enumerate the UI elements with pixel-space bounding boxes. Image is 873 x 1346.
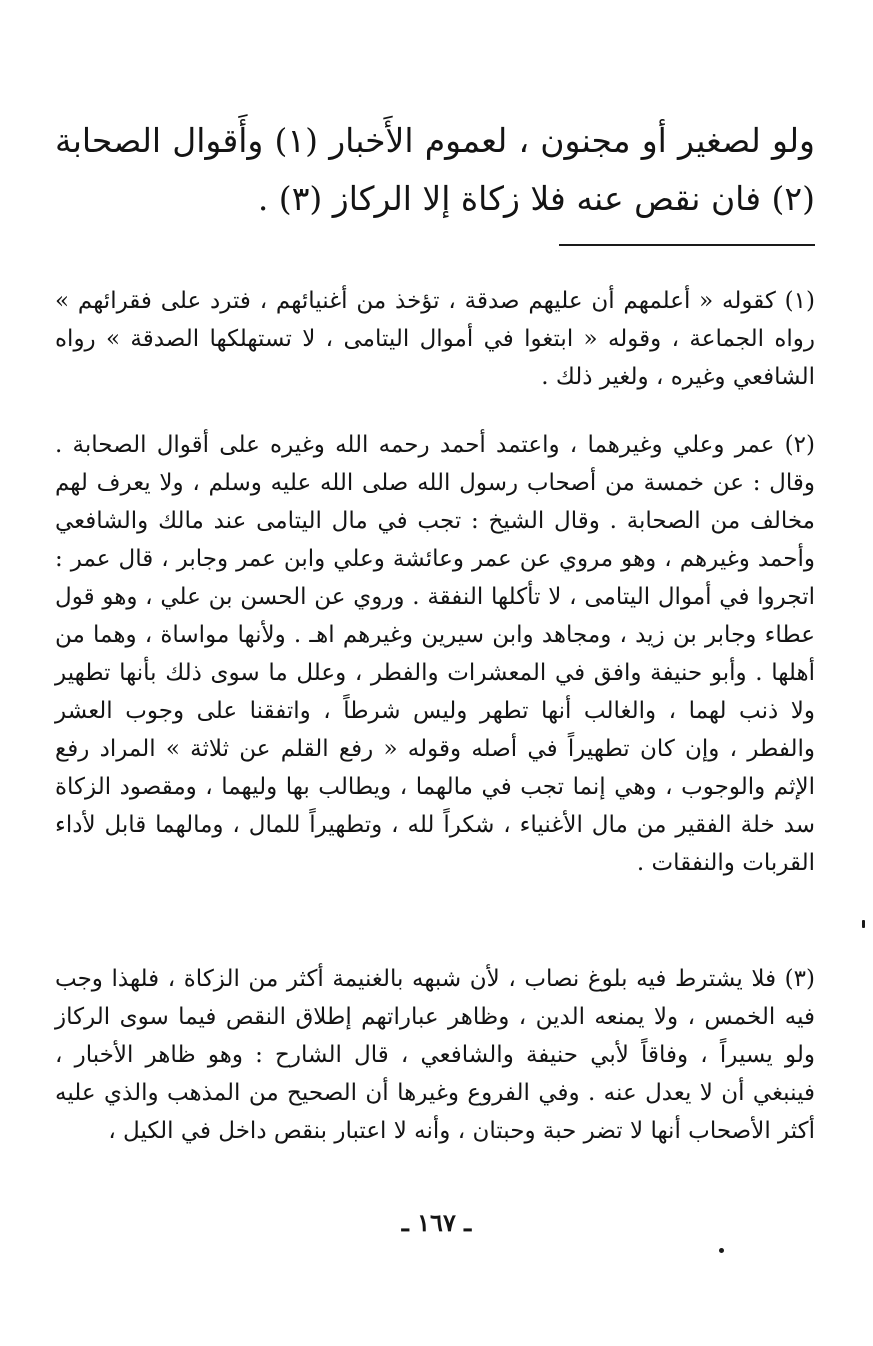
ink-speck: [862, 920, 865, 928]
footnote-2: (٢) عمر وعلي وغيرهما ، واعتمد أحمد رحمه الله وغيره على أقوال الصحابة . وقال : عن خمسة من أصحاب رسول الله صلى الله عليه وسلم ، ولا يعرف لهم مخالف من الصحابة . وقال الشيخ : تجب في مال اليتامى عند مالك والشافعي وأحمد وغيرهم ، وهو مروي عن عمر وعائشة وعلي وابن عمر وجابر ، قال عمر : اتجروا في أموال اليتامى ، لا تأكلها النفقة . وروي عن الحسن بن علي ، وهو قول عطاء وجابر بن زيد ، ومجاهد وابن سيرين وغيرهم اهـ . ولأنها مواساة ، وهما من أهلها . وأبو حنيفة وافق في المعشرات والفطر ، وعلل ما سوى ذلك بأنها تطهير ولا ذنب لهما ، والغالب أنها تطهر وليس شرطاً ، واتفقنا على وجوب العشر والفطر ، وإن كان تطهيراً في أصله وقوله « رفع القلم عن ثلاثة » المراد رفع الإثم والوجوب ، وهي إنما تجب في مالهما ، ويطالب بها وليهما ، ومقصود الزكاة سد خلة الفقير من مال الأغنياء ، شكراً لله ، وتطهيراً للمال ، ومالهما قابل لأداء القربات والنفقات .: [55, 432, 815, 876]
footnote-3: (٣) فلا يشترط فيه بلوغ نصاب ، لأن شبهه بالغنيمة أكثر من الزكاة ، فلهذا وجب فيه الخمس ، ولا يمنعه الدين ، وظاهر عباراتهم إطلاق النقص فيما سوى الركاز ولو يسيراً ، وفاقاً لأبي حنيفة والشافعي ، قال الشارح : وهو ظاهر الأخبار ، فينبغي أن لا يعدل عنه . وفي الفروع وغيرها أن الصحيح من المذهب والذي عليه أكثر الأصحاب أنها لا تضر حبة وحبتان ، وأنه لا اعتبار بنقص داخل في الكيل ،: [55, 966, 815, 1144]
footnote-divider: [559, 244, 815, 246]
main-text: ولو لصغير أو مجنون ، لعموم الأَخبار (١) وأَقوال الصحابة (٢) فان نقص عنه فلا زكاة إلا الركاز (٣) .: [55, 121, 815, 218]
footnote-1: (١) كقوله « أعلمهم أن عليهم صدقة ، تؤخذ من أغنيائهم ، فترد على فقرائهم » رواه الجماعة ، وقوله « ابتغوا في أموال اليتامى ، لا تستهلكها الصدقة » رواه الشافعي وغيره ، ولغير ذلك .: [55, 288, 815, 390]
ink-speck: [719, 1248, 724, 1253]
page-number: ـ ١٦٧ ـ: [401, 1208, 472, 1237]
